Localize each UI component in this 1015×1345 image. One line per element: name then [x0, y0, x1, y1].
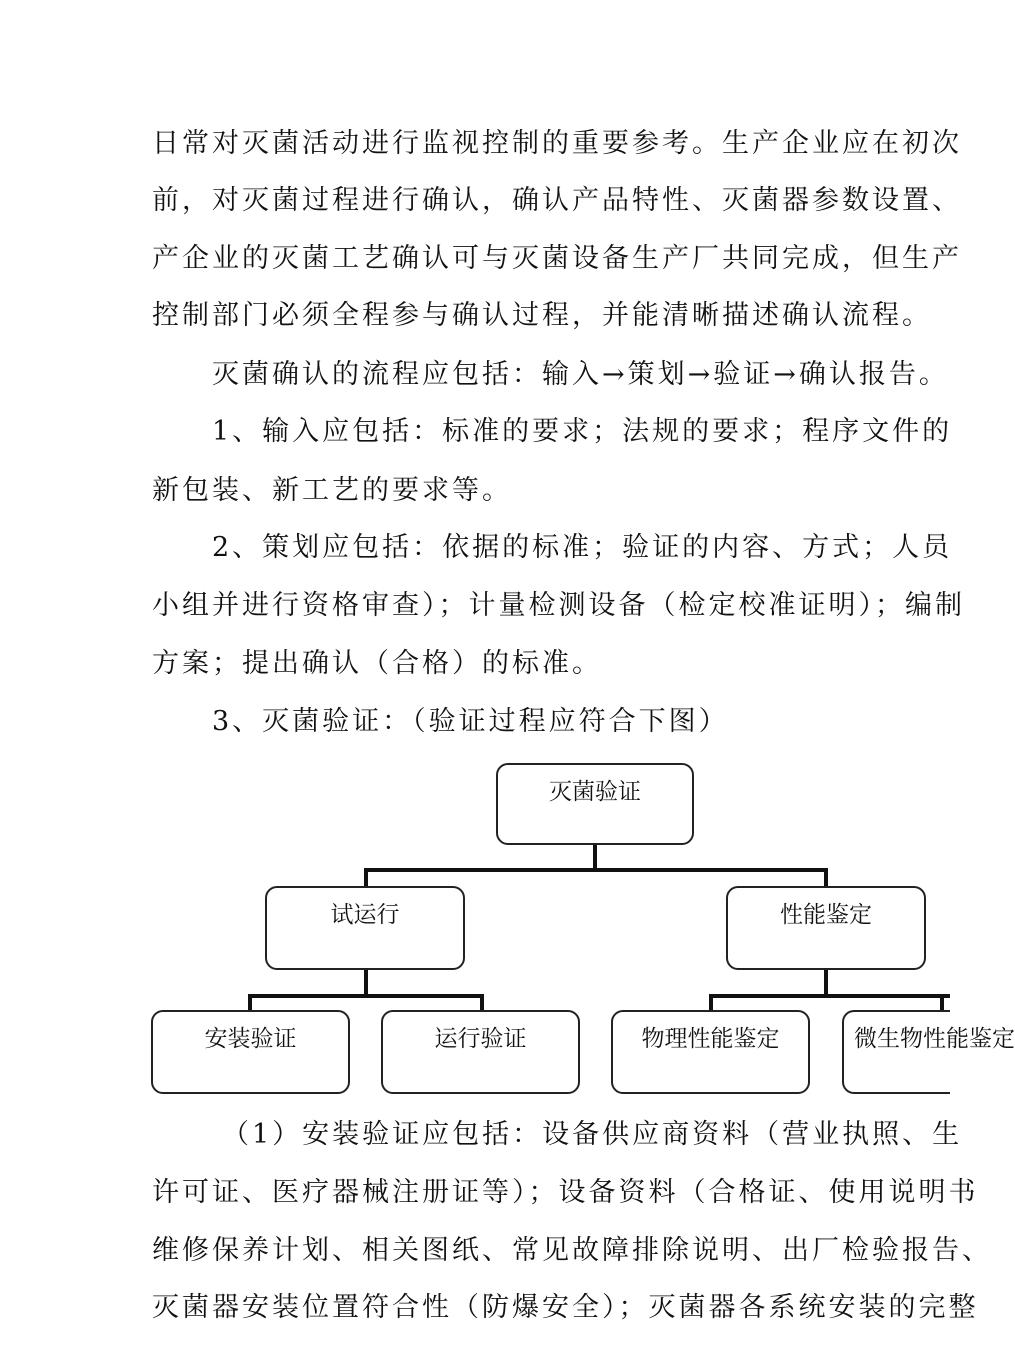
diagram-left-box: 试运行	[265, 886, 465, 970]
text-line-11: 3、灭菌验证：（验证过程应符合下图）	[212, 706, 729, 737]
diagram-leaf-install: 安装验证	[151, 1010, 350, 1094]
connector-root-down	[593, 845, 597, 870]
connector-to-right	[824, 868, 828, 887]
connector-left-down	[364, 970, 368, 996]
text-line-5: 灭菌确认的流程应包括：输入→策划→验证→确认报告。	[212, 359, 949, 390]
text-line-3: 产企业的灭菌工艺确认可与灭菌设备生产厂共同完成，但生产	[152, 243, 962, 274]
text-line-1: 日常对灭菌活动进行监视控制的重要参考。生产企业应在初次	[152, 128, 962, 159]
text-line-12: （1）安装验证应包括：设备供应商资料（营业执照、生	[222, 1119, 963, 1150]
connector-to-leaf1	[248, 994, 252, 1011]
text-line-14: 维修保养计划、相关图纸、常见故障排除说明、出厂检验报告、	[152, 1235, 992, 1266]
diagram-leaf-physical: 物理性能鉴定	[611, 1010, 810, 1094]
text-line-15: 灭菌器安装位置符合性（防爆安全）；灭菌器各系统安装的完整	[152, 1292, 979, 1323]
text-line-7: 新包装、新工艺的要求等。	[152, 475, 512, 506]
text-line-2: 前，对灭菌过程进行确认，确认产品特性、灭菌器参数设置、	[152, 185, 962, 216]
text-line-8: 2、策划应包括：依据的标准；验证的内容、方式；人员	[212, 532, 953, 563]
connector-to-leaf3	[709, 994, 713, 1011]
connector-right-down	[824, 970, 828, 996]
diagram-root-box: 灭菌验证	[496, 763, 694, 845]
text-line-9: 小组并进行资格审查）；计量检测设备（检定校准证明）；编制	[152, 590, 965, 621]
diagram-right-box: 性能鉴定	[726, 886, 926, 970]
connector-to-left	[364, 868, 368, 887]
connector-right-bar	[709, 994, 950, 998]
diagram-leaf-operation: 运行验证	[381, 1010, 580, 1094]
text-line-4: 控制部门必须全程参与确认过程，并能清晰描述确认流程。	[152, 300, 932, 331]
connector-left-bar	[248, 994, 484, 998]
text-line-10: 方案；提出确认（合格）的标准。	[152, 648, 602, 679]
text-line-6: 1、输入应包括：标准的要求；法规的要求；程序文件的	[212, 416, 953, 447]
connector-root-bar	[364, 868, 828, 872]
text-line-13: 许可证、医疗器械注册证等）；设备资料（合格证、使用说明书	[152, 1177, 979, 1208]
connector-to-leaf2	[480, 994, 484, 1011]
connector-to-leaf4	[940, 994, 944, 1011]
diagram-leaf-microbial: 微生物性能鉴定	[842, 1010, 950, 1094]
